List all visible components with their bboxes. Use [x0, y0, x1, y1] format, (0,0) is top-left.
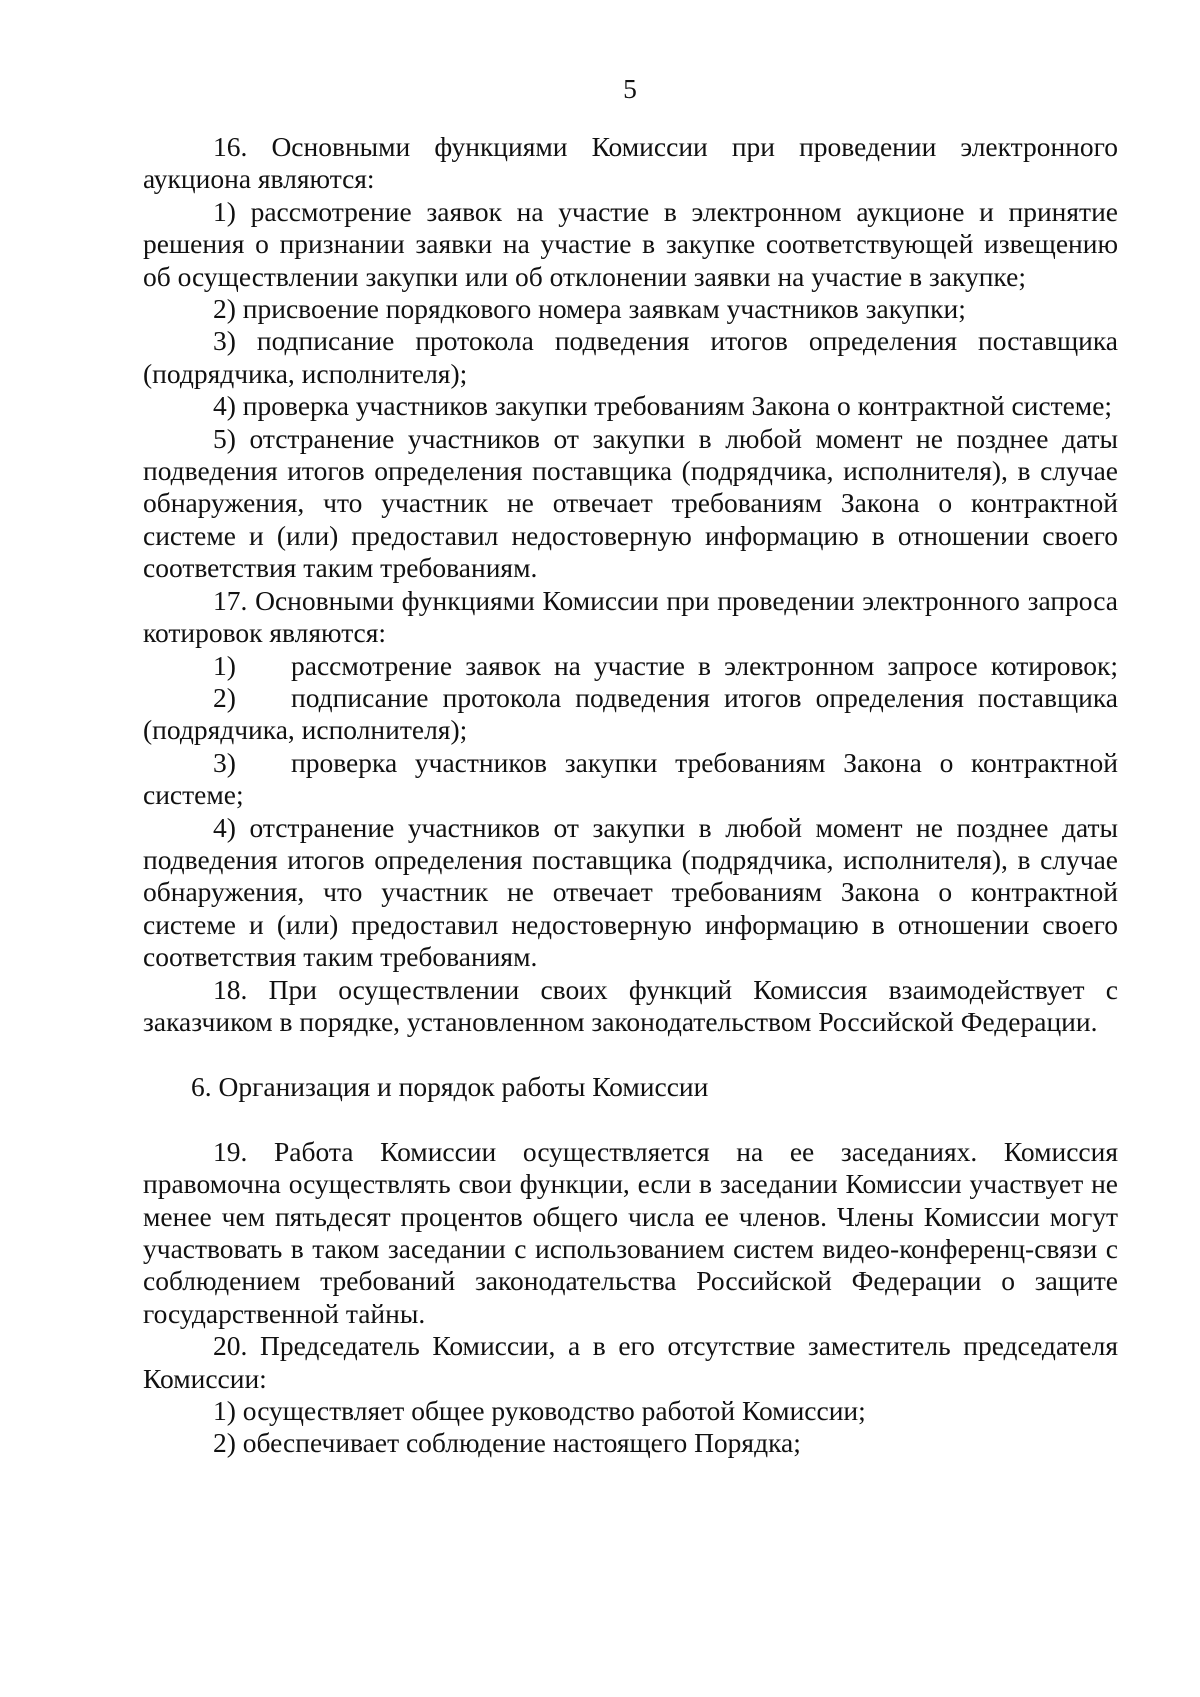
paragraph: 17. Основными функциями Комиссии при проведении электронного запроса котировок являются: [143, 584, 1118, 649]
list-item-text: подписание протокола подведения итогов определения поставщика (подрядчика, исполнителя); [143, 681, 1118, 746]
paragraph: 1) осуществляет общее руководство работой Комиссии; [213, 1395, 866, 1427]
list-item-number: 2) [213, 681, 236, 713]
paragraph: 16. Основными функциями Комиссии при проведении электронного аукциона являются: [143, 131, 1118, 195]
list-item-number: 3) [213, 746, 236, 778]
paragraph: 20. Председатель Комиссии, а в его отсутствие заместитель председателя Комиссии: [143, 1330, 1118, 1394]
list-item-text: рассмотрение заявок на участие в электронном запросе котировок; [291, 649, 1118, 681]
list-item [143, 747, 1118, 812]
list-item [143, 682, 1118, 747]
paragraph: 2) присвоение порядкового номера заявкам участников закупки; [213, 293, 966, 325]
paragraph: 3) подписание протокола подведения итогов определения поставщика (подрядчика, исполнителя); [143, 325, 1118, 389]
paragraph: 19. Работа Комиссии осуществляется на ее заседаниях. Комиссия правомочна осуществлять свои функции, если в заседании Комиссии участвует не менее чем пятьдесят процентов общего числа ее членов. Члены Комиссии могут участвовать в таком заседании с использованием систем видео-конференц-связи с соблюдением требований законодательства Российской Федерации о защите государственной тайны. [143, 1135, 1118, 1329]
paragraph: 5) отстранение участников от закупки в любой момент не позднее даты подведения итогов определения поставщика (подрядчика, исполнителя), в случае обнаружения, что участник не отвечает требованиям Закона о контрактной системе и (или) предоставил недостоверную информацию в отношении своего соответствия таким требованиям. [143, 422, 1118, 584]
list-item-number: 1) [213, 649, 236, 681]
paragraph: 1) рассмотрение заявок на участие в электронном аукционе и принятие решения о признании заявки на участие в закупке соответствующей извещению об осуществлении закупки или об отклонении заявки на участие в закупке; [143, 195, 1118, 292]
page-number: 5 [623, 73, 637, 104]
list-item-text: проверка участников закупки требованиям Закона о контрактной системе; [143, 746, 1118, 811]
document-body [143, 131, 1118, 1460]
section-heading: 6. Организация и порядок работы Комиссии [191, 1071, 709, 1103]
list-item [143, 650, 1118, 682]
paragraph: 2) обеспечивает соблюдение настоящего Порядка; [213, 1427, 801, 1459]
paragraph: 4) отстранение участников от закупки в любой момент не позднее даты подведения итогов определения поставщика (подрядчика, исполнителя), в случае обнаружения, что участник не отвечает требованиям Закона о контрактной системе и (или) предоставил недостоверную информацию в отношении своего соответствия таким требованиям. [143, 811, 1118, 973]
paragraph: 18. При осуществлении своих функций Комиссия взаимодействует с заказчиком в порядке, установленном законодательством Российской Федерации. [143, 973, 1118, 1037]
paragraph: 4) проверка участников закупки требованиям Закона о контрактной системе; [213, 390, 1113, 422]
